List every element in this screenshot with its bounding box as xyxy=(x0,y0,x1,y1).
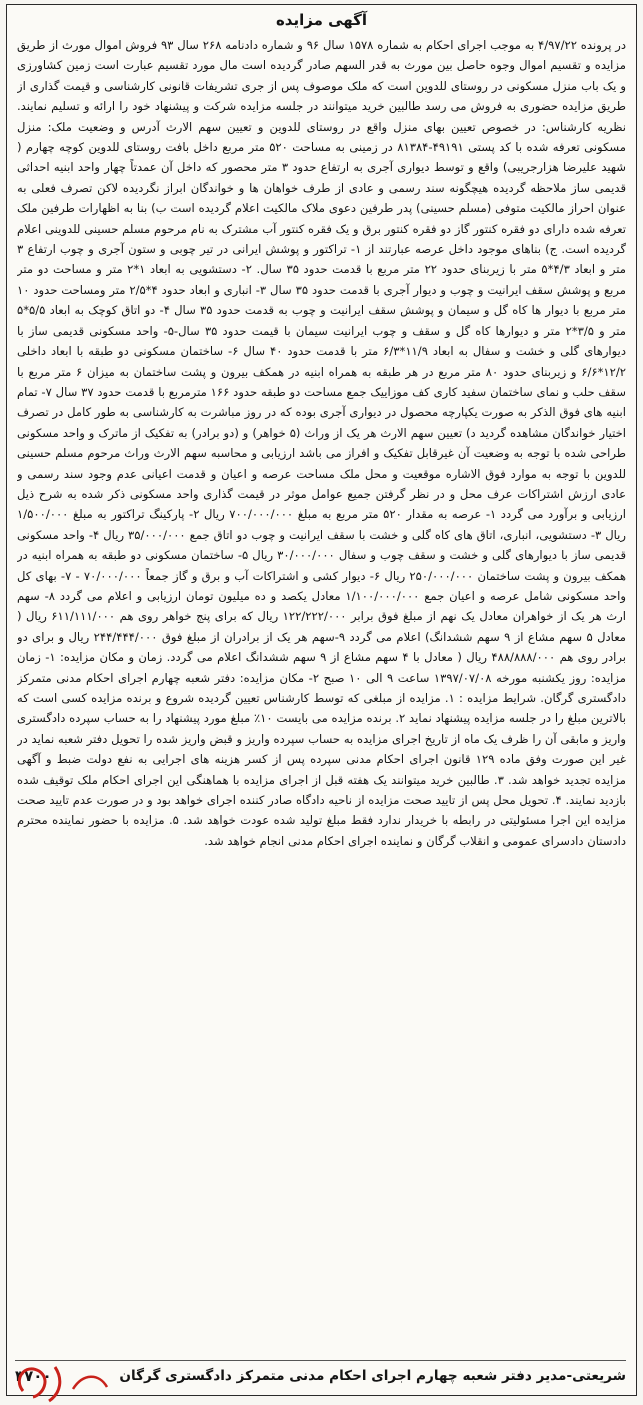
auction-notice xyxy=(6,4,637,1396)
notice-footer xyxy=(15,1360,626,1391)
notice-paragraph: در پرونده ۴/۹۷/۲۲ به موجب اجرای احکام به شماره ۱۵۷۸ سال ۹۶ و شماره دادنامه ۲۶۸ سال ۹۳ فروش اموال مورث از طریق مزایده و تقسیم اموال وجوه حاصل بین مورث به قدر السهم صادر گردیده است مال مورد تقسیم عبارت است زمین کشاورزی و یک باب منزل مسکونی در روستای للدوین است که ملک موصوف پس از جری تشریفات قانونی کارشناسی و قیمت گذاری از طریق مزایده حضوری به فروش می رسد طالبین خرید میتوانند در جلسه مزایده شرکت و پیشنهاد خود را ارائه و تسلیم نمایند. نظریه کارشناس: در خصوص تعیین بهای منزل واقع در روستای للدوین و تعیین سهم الارث آدرس و وضعیت ملک: منزل مسکونی تعرفه شده با کد پستی ۴۹۱۹۱-۸۱۳۸۴ در زمینی به مساحت ۵۲۰ متر مربع داخل بافت روستای للدوین کوچه چهارم ( شهید علیرضا هزارجریبی) واقع و توسط دیواری آجری به ارتفاع حدود ۳ متر محصور که داخل آن عمدتاً چهار واحد ابنیه احداثی قدیمی ساز ملاحظه گردیده هیچگونه سند رسمی و عادی از طرف خواهان ها و خواندگان ابراز نگردیده لاکن تصرف فعلی به عنوان احراز مالکیت متوفی (مسلم حسینی) پدر طرفین دعوی ملاک مالکیت اعلام گردیده است ب) بنا به اظهارات طرفین ملک تعرفه شده دارای دو فقره کنتور گاز دو فقره کنتور برق و یک فقره کنتور آب مشترک به نام مرحوم مسلم حسینی للدوینی اعلام گردیده است. ج) بناهای موجود داخل عرصه عبارتند از ۱- تراکتور و پوشش ایرانی در تیر چوبی و ستون آجری و چوب ارتفاع ۳ متر و ابعاد ۴/۳*۵ متر با زیربنای حدود ۲۲ متر مربع با قدمت حدود ۳۵ سال. ۲- دستشویی به ابعاد ۱*۲ متر و مساحت دو متر مربع و پوشش سقف ایرانیت و چوب و دیوار آجری با قدمت حدود ۳۵ سال ۳- انباری و ابعاد حدود ۴*۲/۵ متر ومساحت حدود ۱۰ متر مربع با دیوار ها کاه گل و سیمان و پوشش سقف ایرانیت و چوب به قدمت حدود ۳۵ سال ۴- دو اتاق کوچک به ابعاد ۵/۵*۵ متر و ۳/۵*۲ متر و دیوارها کاه گل و سقف و چوب ایرانیت سیمان با قیمت حدود ۳۵ سال-۵- واحد مسکونی قدیمی ساز با دیوارهای گلی و خشت و سفال به ابعاد ۱۱/۹*۶/۳ متر با قدمت حدود ۴۰ سال ۶- ساختمان مسکونی دو طبقه با ابعاد داخلی ۱۲/۲*۶/۶ و زیربنای حدود ۸۰ متر مربع در هر طبقه به همراه ابنیه در همکف بیرون و پشت ساختمان به میزان ۶ متر مربع با سقف حلب و نمای ساختمان سفید کاری کف موزاییک جمع مساحت دو طبقه حدود ۱۶۶ مترمربع با قدمت حدود ۳۷ سال ۷- تمام ابنیه های فوق الذکر به صورت یکپارچه محصول در دیواری آجری بوده که در روز مباشرت به کارشناسی به طور کامل در تصرف اختیار خواندگان مشاهده گردید د) تعیین سهم الارث هر یک از وراث (۵ خواهر) و (دو برادر) به تفکیک از ماترک و واحد مسکونی طراحی شده با توجه به وضعیت آن غیرقابل تفکیک و افراز می باشد ارزیابی و محاسبه سهم الارث وراث مرحوم مسلم حسینی للدوین با توجه به موارد فوق الاشاره موقعیت و محل ملک مساحت عرصه و اعیان و قدمت اعیانی عدم وجود سند رسمی و عادی ارزش اشتراکات عرف محل و در نظر گرفتن جمیع عوامل موثر در قیمت گذاری واحد مسکونی ذکر شده به شرح ذیل ارزیابی و برآورد می گردد ۱- عرصه به مقدار ۵۲۰ متر مربع به مبلغ ۷۰۰/۰۰۰/۰۰۰ ریال ۲- پارکینگ تراکتور به مبلغ ۱/۵۰۰/۰۰۰ ریال ۳- دستشویی، انباری، اتاق های کاه گلی و خشت با سقف ایرانیت و چوب دو اتاق جمع ۳۵/۰۰۰/۰۰۰ ریال ۴- واحد مسکونی قدیمی ساز با دیوارهای گلی و خشت و سقف چوب و سفال ۳۰/۰۰۰/۰۰۰ ریال ۵- ساختمان مسکونی دو طبقه به همراه ابنیه در همکف بیرون و پشت ساختمان ۲۵۰/۰۰۰/۰۰۰ ریال ۶- دیوار کشی و اشتراکات آب و برق و گاز جمعاً ۷۰/۰۰۰/۰۰۰ - ۷- بهای کل واحد مسکونی شامل عرصه و اعیان جمع ۱/۱۰۰/۰۰۰/۰۰۰ معادل یکصد و ده میلیون تومان ارزیابی و اعلام می گردد ۸- سهم ارث هر یک از خواهران معادل یک نهم از مبلغ فوق برابر ۱۲۲/۲۲۲/۰۰۰ ریال که برای پنج خواهر روی هم ۶۱۱/۱۱۱/۰۰۰ ریال ( معادل ۵ سهم مشاع از ۹ سهم ششدانگ) اعلام می گردد ۹-سهم هر یک از برادران از مبلغ فوق ۲۴۴/۴۴۴/۰۰۰ ریال و برای دو برادر روی هم ۴۸۸/۸۸۸/۰۰۰ ریال ( معادل با ۴ سهم مشاع از ۹ سهم ششدانگ اعلام می گردد. زمان و مکان مزایده: ۱- زمان مزایده: روز یکشنبه مورخه ۱۳۹۷/۰۷/۰۸ ساعت ۹ الی ۱۰ صبح ۲- مکان مزایده: دفتر شعبه چهارم اجرای احکام مدنی متمرکز دادگستری گرگان. شرایط مزایده : ۱. مزایده از مبلغی که توسط کارشناس تعیین گردیده شروع و برنده مزایده کسی است که بالاترین مبلغ را در جلسه مزایده پیشنهاد نماید ۲. برنده مزایده می بایست ۱۰٪ مبلغ مورد پیشنهاد را به حساب سپرده دادگستری واریز و مابقی آن را ظرف یک ماه از تاریخ اجرای مزایده به حساب سپرده واریز و قبض واریز شده را تحویل دفتر شعبه نماید در غیر این صورت وفق ماده ۱۲۹ قانون اجرای احکام مدنی سپرده پس از کسر هزینه های اجرایی به نفع دولت ضبط و آگهی مزایده تجدید خواهد شد. ۳. طالبین خرید میتوانند یک هفته قبل از اجرای مزایده با هماهنگی این اجرای احکام ملک توقیف شده بازدید نمایند. ۴. تحویل محل پس از تایید صحت مزایده از ناحیه دادگاه صادر کننده اجرای خواهد بود و در صورت عدم تایید صحت مزایده این اجرا مسئولیتی در رابطه با خریدار ندارد فقط مبلغ تولید شده عودت خواهد شد. ۵. مزایده با حضور نماینده محترم دادستان دادسرای عمومی و انقلاب گرگان و نماینده اجرای احکام مدنی انجام خواهد شد. xyxy=(17,38,626,848)
signature-line: شریعتی-مدیر دفتر شعبه چهارم اجرای احکام مدنی متمرکز دادگستری گرگان xyxy=(119,1368,626,1384)
notice-body xyxy=(17,35,626,1357)
notice-code: ۳۷۰۰ xyxy=(15,1367,52,1385)
notice-title: آگهی مزایده xyxy=(275,11,368,29)
